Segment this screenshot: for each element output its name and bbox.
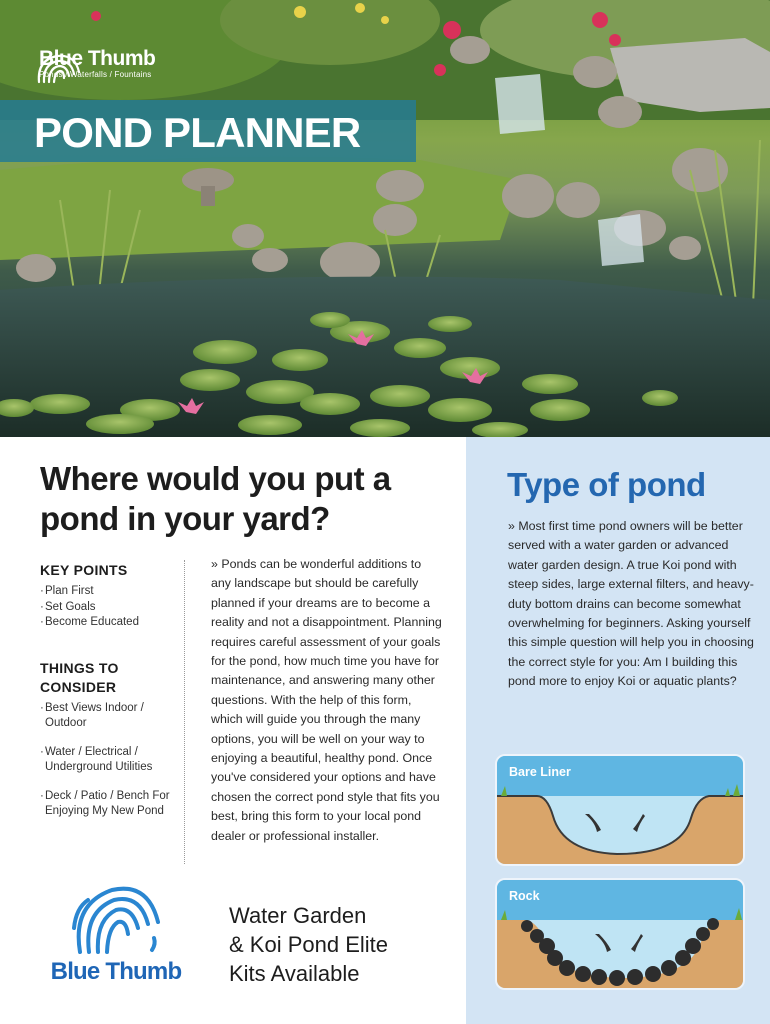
type-of-pond-body: » Most first time pond owners will be better served with a water garden or advanced water garden design. A true Koi pond with steep sides, large external filters, and heavy-duty bottom drains can become somewhat overwhelming for beginners. Asking yourself this simple question will help you in choosing the correct style for you: Am I building this pond more to enjoy Koi or aquatic plants? [508, 519, 754, 689]
type-of-pond-panel [466, 437, 770, 1024]
brand-logo [33, 48, 155, 80]
sidebar [40, 561, 180, 833]
list-item: · Plan First [40, 584, 180, 600]
type-of-pond-title: Type of pond [507, 466, 706, 503]
bare-liner-option[interactable] [495, 754, 745, 866]
things-to-consider-list [40, 701, 180, 820]
kits-callout [229, 901, 449, 988]
list-item: · Set Goals [40, 600, 180, 616]
list-item: · Best Views Indoor / Outdoor [40, 701, 180, 732]
list-item: · Water / Electrical / Underground Utilities [40, 745, 180, 776]
bottom-logo-name: Blue Thumb [50, 958, 182, 985]
intro-paragraph: » Ponds can be wonderful additions to any landscape but should be carefully planned if your dreams are to become a reality and not a disappointment. Planning requires careful assessment of your goals for the pond, how much time you have for maintenance, and answering many other questions. With the help of this form, which will guide you through the many options, you will be well on your way to enjoying a beautiful, healthy pond. Once you've considered your options and have chosen the correct pond style that fits you best, bring this form to your local pond dealer or professional installer. [211, 557, 442, 843]
kits-line: Kits Available [229, 961, 360, 986]
rock-option[interactable] [495, 878, 745, 990]
kits-line: & Koi Pond Elite [229, 932, 388, 957]
option-label: Bare Liner [509, 765, 571, 779]
hero-image [0, 0, 770, 437]
list-item: · Become Educated [40, 615, 180, 631]
thumbprint-icon [33, 48, 83, 88]
fingerprint-icon [66, 878, 166, 956]
kits-line: Water Garden [229, 903, 367, 928]
list-item: · Deck / Patio / Bench For Enjoying My New Pond [40, 789, 180, 820]
page-title: POND PLANNER [34, 109, 361, 156]
option-label: Rock [509, 889, 540, 903]
column-divider [184, 560, 185, 864]
brand-name: Blue Thumb [39, 47, 156, 70]
key-points-list [40, 584, 180, 631]
headline: Where would you put a pond in your yard? [40, 460, 391, 537]
bottom-logo [46, 878, 186, 986]
key-points-heading: KEY POINTS [40, 562, 128, 578]
things-to-consider-heading: THINGS TO CONSIDER [40, 659, 119, 695]
brand-tagline: Ponds / Waterfalls / Fountains [39, 70, 152, 79]
title-band [0, 100, 416, 162]
